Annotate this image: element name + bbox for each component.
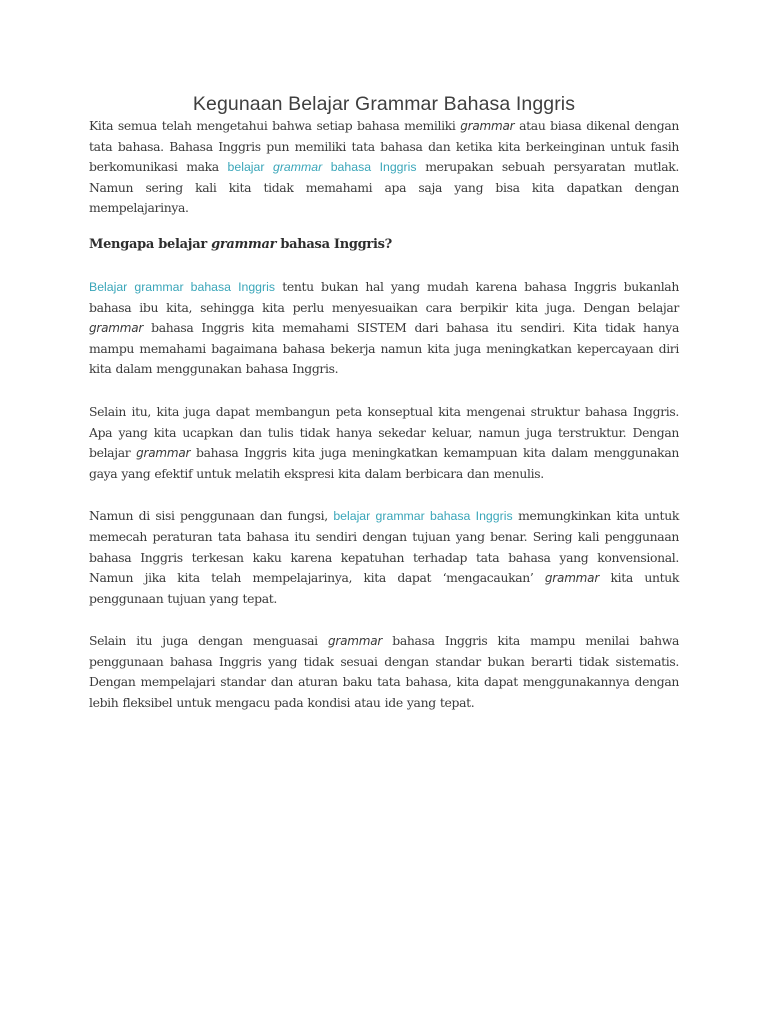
link-term[interactable]: grammar [272,160,323,175]
heading-text: bahasa Inggris? [276,236,392,252]
link-text[interactable]: bahasa Inggris [322,160,417,175]
text-run: Namun di sisi penggunaan dan fungsi, [89,508,334,524]
document-page [89,92,679,714]
text-run: memungkinkan kita untuk memecah peraturan tata bahasa itu sendiri dengan tujuan yang benar. Sering kali penggunaan bahasa Inggris terkesan kaku karena kepatuhan terhadap tata bahasa yang konvensional. Namun jika kita telah mempelajarinya, kita dapat ‘mengacaukan’ [89,508,679,586]
text-run: bahasa Inggris kita memahami SISTEM dari bahasa itu sendiri. Kita tidak hanya mampu memahami bagaimana bahasa bekerja namun kita juga meningkatkan kepercayaan diri kita dalam menggunakan bahasa Inggris. [89,320,679,377]
term-grammar: grammar [544,571,600,586]
document-title: Kegunaan Belajar Grammar Bahasa Inggris [192,93,576,115]
term-grammar: grammar [136,446,191,461]
text-run: bahasa Inggris kita juga meningkatkan kemampuan kita dalam menggunakan gaya yang efektif untuk melatih ekspresi kita dalam berbicara dan menulis. [89,445,679,481]
link-belajar-grammar-bahasa-inggris[interactable]: Belajar grammar bahasa Inggris [89,279,275,294]
paragraph-2 [89,277,679,380]
text-run: tentu bukan hal yang mudah karena bahasa Inggris bukanlah bahasa ibu kita, sehingga kita perlu menyesuaikan cara berpikir kita juga. Dengan belajar [89,278,679,315]
term-grammar: grammar [89,321,144,336]
term-grammar: grammar [460,119,515,133]
text-run: merupakan sebuah persyaratan mutlak. Namun sering kali kita tidak memahami apa saja yang bisa kita dapatkan dengan mempelajarinya. [89,159,679,216]
link-belajar-grammar-bahasa-inggris[interactable]: belajar grammar bahasa Inggris [333,509,513,524]
text-run: atau biasa dikenal dengan tata bahasa. Bahasa Inggris pun memiliki tata bahasa dan ketika kita berkeinginan untuk fasih berkomunikasi maka [89,118,679,175]
term-grammar: grammar [327,634,383,649]
paragraph-3 [89,402,679,484]
text-run: Selain itu, kita juga dapat membangun peta konseptual kita mengenai struktur bahasa Inggris. Apa yang kita ucapkan dan tulis tidak hanya sekedar keluar, namun juga terstruktur. Dengan belajar [89,403,679,461]
text-run: bahasa Inggris kita mampu menilai bahwa penggunaan bahasa Inggris yang tidak sesuai dengan standar bukan berarti tidak sistematis. Dengan mempelajari standar dan aturan baku tata bahasa, kita dapat menggunakannya dengan lebih fleksibel untuk mengacu pada kondisi atau ide yang tepat. [89,633,680,711]
heading-term: grammar [211,236,277,252]
section-heading [89,235,679,255]
heading-text: Mengapa belajar [89,236,212,252]
link-text[interactable]: belajar [227,160,273,175]
text-run: Selain itu juga dengan menguasai [89,633,328,649]
text-run: kita untuk penggunaan tujuan yang tepat. [89,570,679,606]
paragraph-5 [89,631,679,713]
intro-paragraph [89,116,679,219]
link-belajar-grammar-bahasa-inggris[interactable] [228,160,417,174]
paragraph-4 [89,506,679,609]
text-run: Kita semua telah mengetahui bahwa setiap bahasa memiliki [89,118,461,133]
